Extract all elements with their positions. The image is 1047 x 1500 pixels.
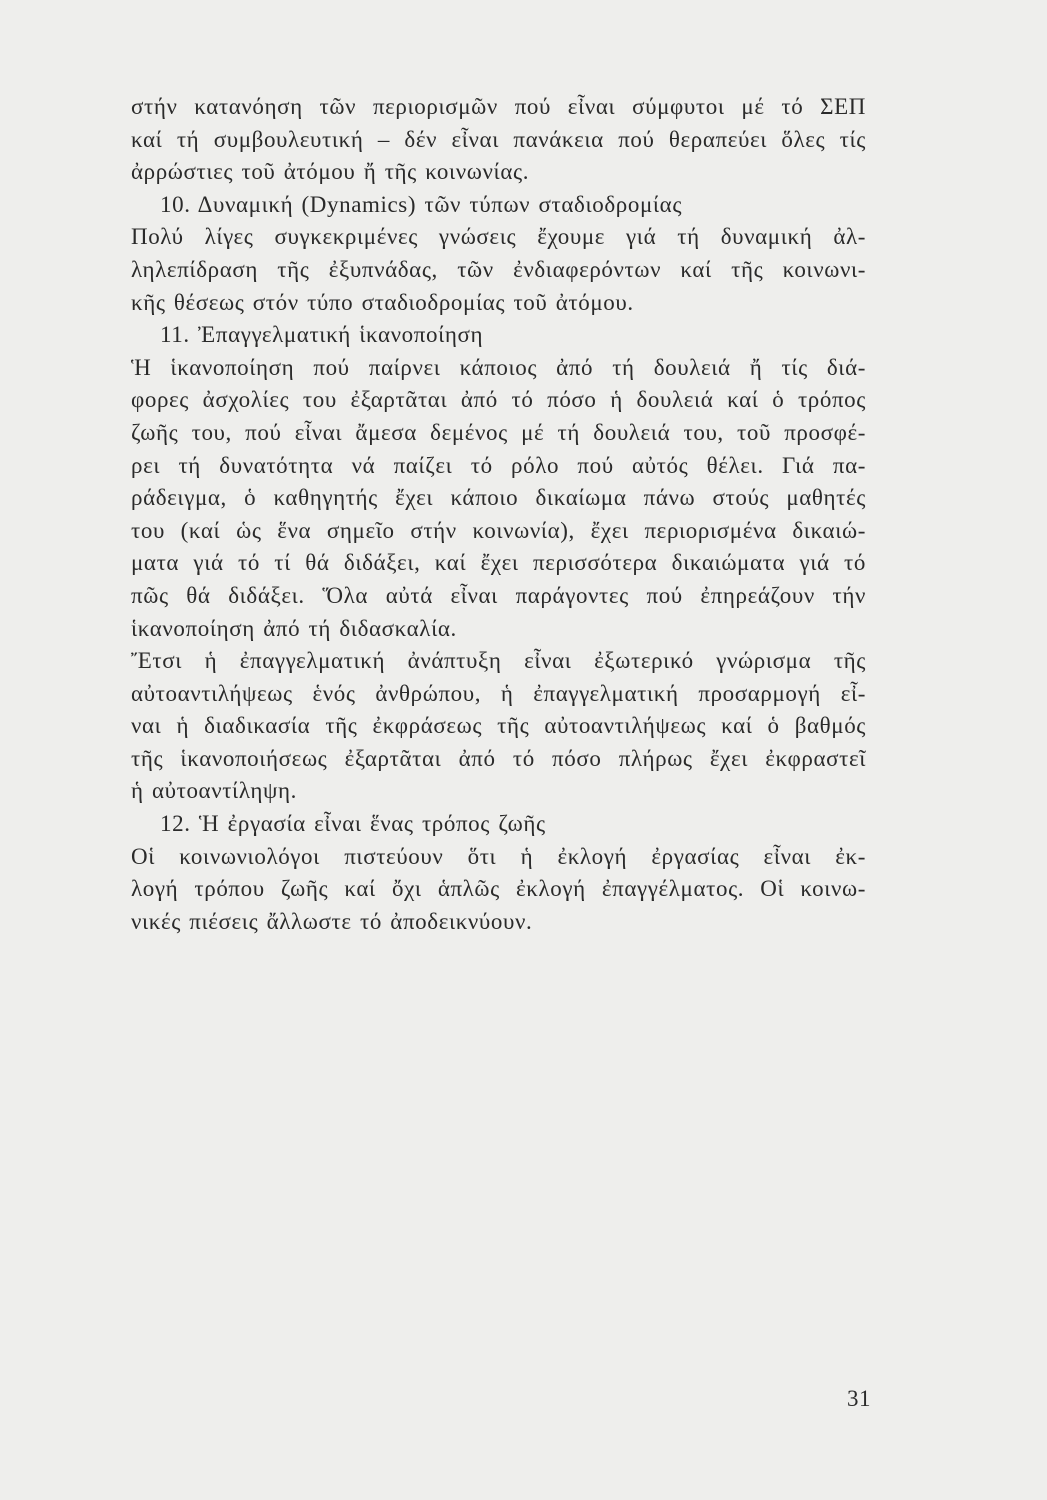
text-line: ἡ αὐτοαντίληψη.: [131, 778, 297, 804]
text-line: τῆς ἱκανοποιήσεως ἐξαρτᾶται ἀπό τό πόσο πλήρως ἔχει ἐκφραστεῖ: [131, 745, 866, 771]
section-heading-11: 11. Ἐπαγγελματική ἱκανοποίηση: [160, 322, 484, 348]
text-line: ματα γιά τό τί θά διδάξει, καί ἔχει περισσότερα δικαιώματα γιά τό: [131, 550, 866, 576]
section-heading-12: 12. Ἡ ἐργασία εἶναι ἕνας τρόπος ζωῆς: [160, 811, 546, 837]
body-text: [131, 91, 866, 938]
text-line: φορες ἀσχολίες του ἐξαρτᾶται ἀπό τό πόσο ἡ δουλειά καί ὁ τρόπος: [131, 387, 866, 413]
text-line: ρει τή δυνατότητα νά παίζει τό ρόλο πού αὐτός θέλει. Γιά πα-: [131, 452, 866, 478]
text-line: Οἱ κοινωνιολόγοι πιστεύουν ὅτι ἡ ἐκλογή ἐργασίας εἶναι ἐκ-: [131, 843, 866, 869]
text-line: του (καί ὡς ἕνα σημεῖο στήν κοινωνία), ἔχει περιορισμένα δικαιώ-: [131, 517, 866, 543]
text-line: λογή τρόπου ζωῆς καί ὄχι ἁπλῶς ἐκλογή ἐπαγγέλματος. Οἱ κοινω-: [131, 876, 866, 902]
text-line: ναι ἡ διαδικασία τῆς ἐκφράσεως τῆς αὐτοαντιλήψεως καί ὁ βαθμός: [131, 713, 866, 739]
text-line: ληλεπίδραση τῆς ἐξυπνάδας, τῶν ἐνδιαφερόντων καί τῆς κοινωνι-: [131, 256, 866, 282]
text-line: πῶς θά διδάξει. Ὅλα αὐτά εἶναι παράγοντες πού ἐπηρεάζουν τήν: [131, 582, 866, 608]
section-heading-10: 10. Δυναμική (Dynamics) τῶν τύπων σταδιοδρομίας: [160, 191, 683, 217]
text-line: ἀρρώστιες τοῦ ἀτόμου ἤ τῆς κοινωνίας.: [131, 159, 530, 185]
text-line: Ἡ ἱκανοποίηση πού παίρνει κάποιος ἀπό τή δουλειά ἤ τίς διά-: [131, 354, 866, 380]
text-line: Πολύ λίγες συγκεκριμένες γνώσεις ἔχουμε γιά τή δυναμική ἀλ-: [131, 224, 866, 250]
text-line: κῆς θέσεως στόν τύπο σταδιοδρομίας τοῦ ἀτόμου.: [131, 289, 634, 315]
page-number: 31: [847, 1386, 871, 1411]
text-line: στήν κατανόηση τῶν περιορισμῶν πού εἶναι σύμφυτοι μέ τό ΣΕΠ: [131, 94, 866, 119]
text-line: Ἔτσι ἡ ἐπαγγελματική ἀνάπτυξη εἶναι ἐξωτερικό γνώρισμα τῆς: [131, 648, 866, 674]
text-line: ζωῆς του, πού εἶναι ἄμεσα δεμένος μέ τή δουλειά του, τοῦ προσφέ-: [131, 419, 866, 445]
text-line: καί τή συμβουλευτική – δέν εἶναι πανάκεια πού θεραπεύει ὅλες τίς: [131, 126, 866, 152]
text-line: νικές πιέσεις ἄλλωστε τό ἀποδεικνύουν.: [131, 908, 533, 934]
text-line: αὐτοαντιλήψεως ἑνός ἀνθρώπου, ἡ ἐπαγγελματική προσαρμογή εἶ-: [131, 680, 866, 706]
text-line: ράδειγμα, ὁ καθηγητής ἔχει κάποιο δικαίωμα πάνω στούς μαθητές: [131, 485, 866, 511]
text-line: ἱκανοποίηση ἀπό τή διδασκαλία.: [131, 615, 457, 641]
